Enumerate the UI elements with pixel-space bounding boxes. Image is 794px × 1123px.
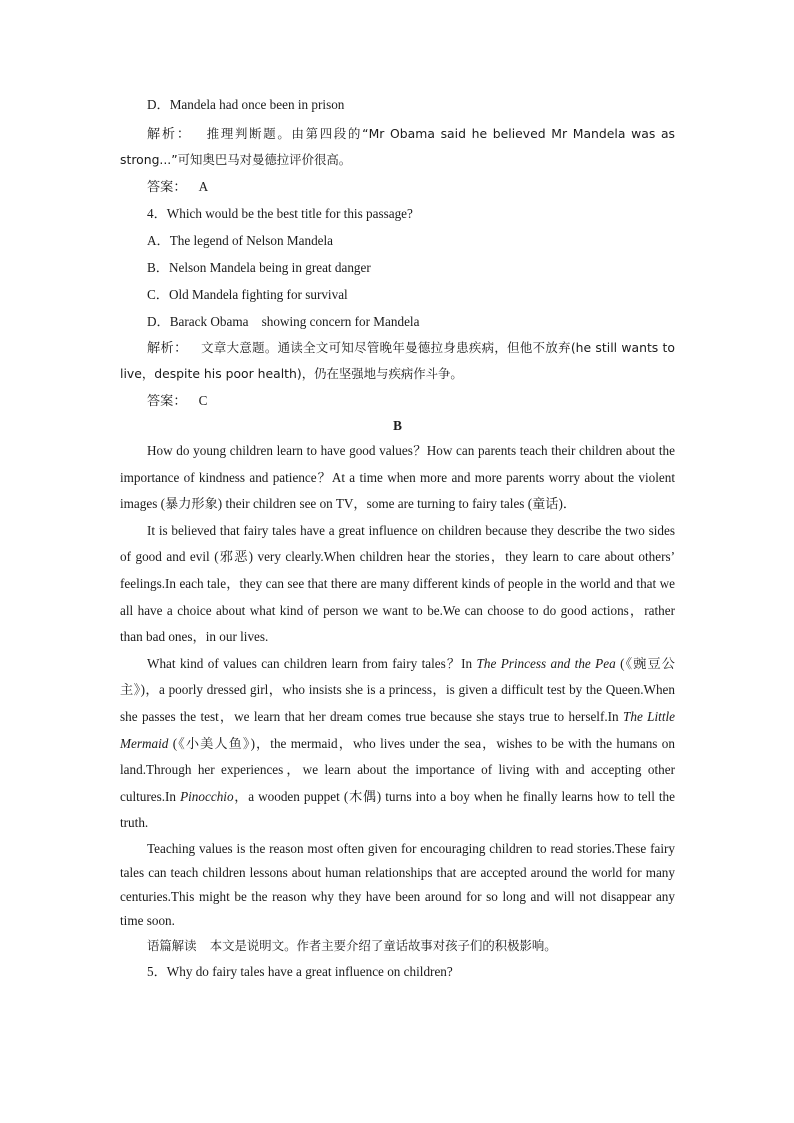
q4-answer-value: C (198, 393, 208, 408)
book-title-princess: The Princess and the Pea (476, 655, 616, 671)
summary-text: 本文是说明文。作者主要介绍了童话故事对孩子们的积极影响。 (209, 937, 557, 953)
book-title-mermaid: The Little Mermaid (120, 708, 676, 751)
q4-answer-label: 答案： (147, 393, 187, 408)
q3-answer-value: A (198, 179, 209, 194)
q4-option-b: B．Nelson Mandela being in great danger (147, 260, 371, 275)
q4-analysis (120, 335, 675, 387)
section-heading: B (393, 418, 402, 433)
passage-paragraph-2: It is believed that fairy tales have a great influence on children because they describe the two sides of good and evil (邪恶) very clearly.When children hear the stories，they learn to care about others’ feelings.In each tale，they can see that there are many different kinds of people in the world and that we all have a choice about what kind of person we want to be.We can choose to do good actions，rather than bad ones，in our lives. (120, 522, 675, 645)
q3-answer-label: 答案： (147, 179, 187, 194)
p3-text-a: What kind of values can children learn from fairy tales？In (147, 655, 477, 671)
q4-answer (120, 387, 675, 414)
book-title-pinocchio: Pinocchio (180, 788, 234, 804)
p3-text-b: (《豌豆公主》)，a poorly dressed girl，who insists she is a princess，is given a difficult test by the Queen.When she passes the test，we learn that her dream comes true because she stays true to herself.In (120, 655, 675, 724)
passage-paragraph-3 (120, 651, 675, 837)
q4-option-d: D．Barack Obama showing concern for Mandela (147, 314, 420, 329)
q4-question: 4．Which would be the best title for this passage? (147, 206, 413, 221)
passage-paragraph-4: Teaching values is the reason most often given for encouraging children to read stories.These fairy tales can teach children lessons about human relationships that are accepted around the world for many centuries.This might be the reason why they have been around for so long and will not disappear any time soon. (120, 840, 675, 928)
q5-question: 5．Why do fairy tales have a great influence on children? (147, 963, 453, 979)
q3-analysis-text: 推理判断题。由第四段的“Mr Obama said he believed Mr Mandela was as strong...”可知奥巴马对曼德拉评价很高。 (120, 126, 676, 167)
p3-text-c: (《小美人鱼》)，the mermaid，who lives under the sea，wishes to be with the humans on land.Through her experiences，we learn about the importance of living with and accepting other cultures.In (120, 735, 675, 804)
p3-text-d: ，a wooden puppet (木偶) turns into a boy when he finally learns how to tell the truth. (120, 788, 676, 831)
q4-option-c: C．Old Mandela fighting for survival (147, 287, 348, 302)
q4-analysis-label: 解析： (147, 340, 188, 355)
passage-summary (120, 933, 675, 959)
q3-answer (120, 173, 675, 200)
summary-label: 语篇解读 (147, 937, 197, 953)
q3-analysis (120, 121, 675, 173)
q4-option-a: A．The legend of Nelson Mandela (147, 233, 334, 248)
passage-paragraph-1: How do young children learn to have good values？How can parents teach their children about the importance of kindness and patience？At a time when more and more parents worry about the violent images (暴力形象) their children see on TV，some are turning to fairy tales (童话)． (120, 443, 675, 512)
q3-option-d: D．Mandela had once been in prison (147, 97, 345, 112)
q4-analysis-text: 文章大意题。通读全文可知尽管晚年曼德拉身患疾病，但他不放弃(he still wants to live，despite his poor health)，仍在坚强地与疾病作斗争。 (120, 340, 676, 381)
q3-analysis-label: 解析： (147, 126, 192, 141)
document-page (120, 94, 675, 985)
